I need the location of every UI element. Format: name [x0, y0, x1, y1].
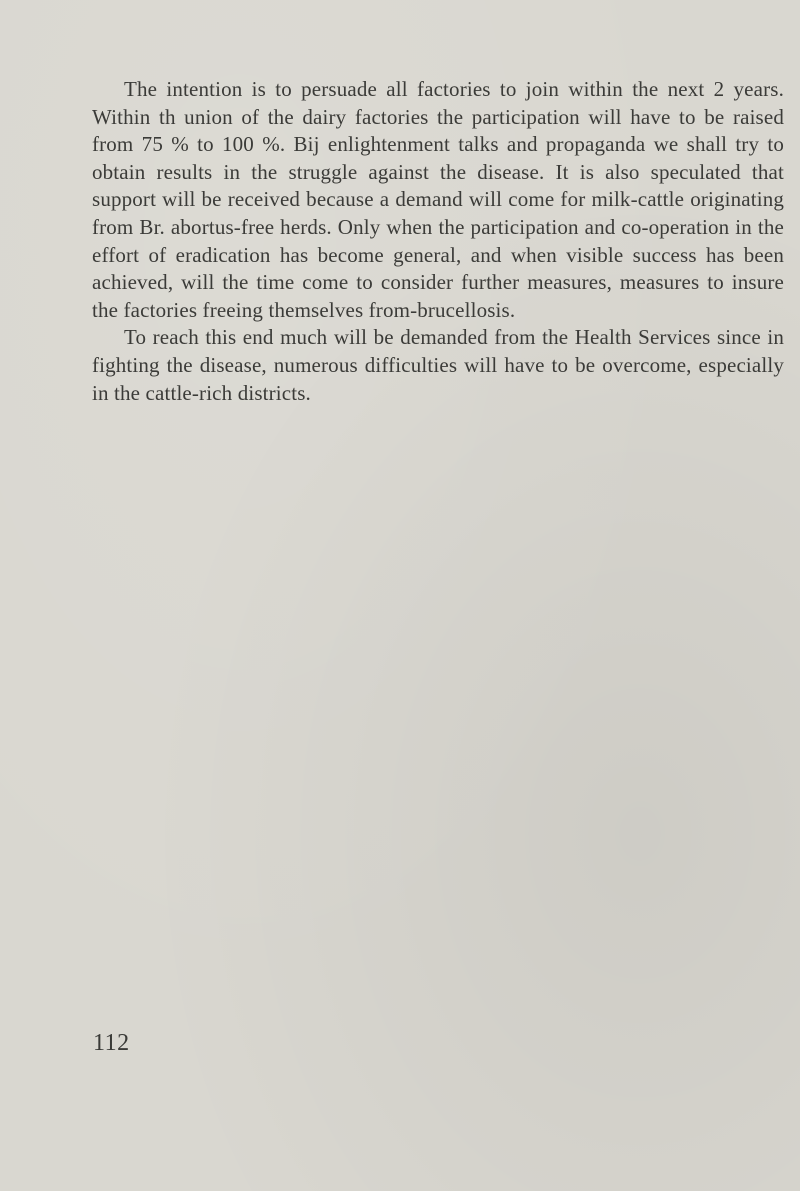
paragraph-2: To reach this end much will be demanded from the Health Services since in fighting the disease, numerous difficulties will have to be overcome, especially in the cattle-rich districts. [92, 325, 784, 405]
paragraph-1: The intention is to persuade all factories to join within the next 2 years. Within th union of the dairy factories the participation will have to be raised from 75 % to 100 %. Bij enlightenment talks and propaganda we shall try to obtain results in the struggle against the disease. It is also speculated that support will be received because a demand will come for milk-cattle originating from Br. abortus-free herds. Only when the participation and co-operation in the effort of eradication has become general, and when visible success has been achieved, will the time come to consider further measures, measures to insure the factories freeing themselves from-brucellosis. [92, 77, 784, 322]
page-number: 112 [93, 1030, 130, 1056]
body-text [92, 76, 784, 407]
